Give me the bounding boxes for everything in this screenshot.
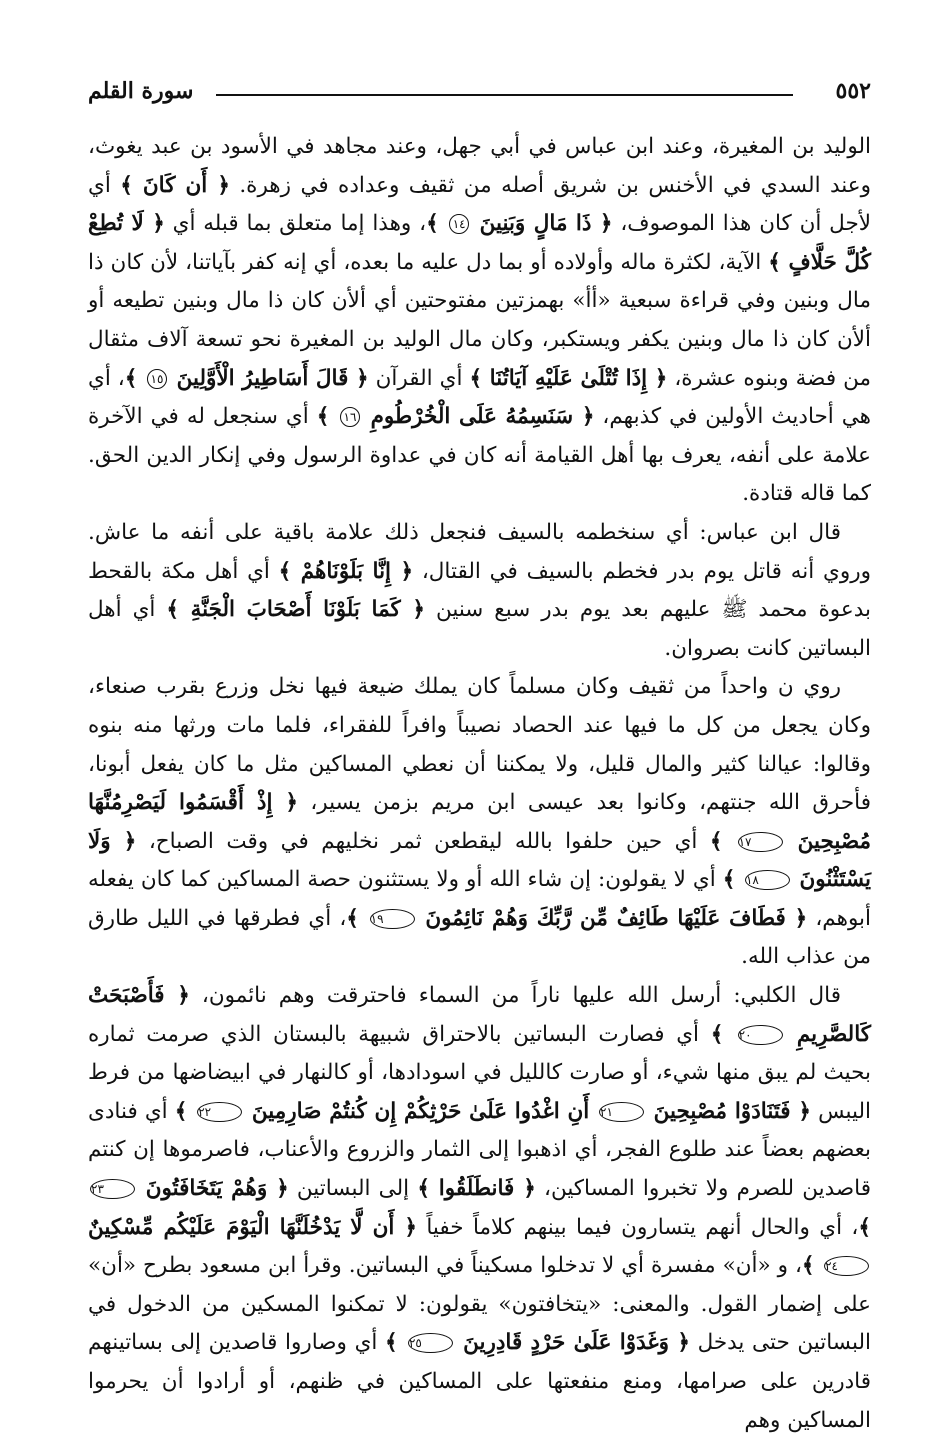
text-segment: أي فنادى بعضهم بعضاً عند طلوع الفجر، أي اذهبوا إلى الثمار والزروع والأعناب، فاصرموها إن كنتم قاصدين للصرم ولا تخبروا المساكين، bbox=[88, 1098, 871, 1202]
text-segment: أي لأجل أن كان هذا الموصوف، bbox=[88, 172, 871, 237]
paragraph-2 bbox=[88, 514, 871, 668]
page-body bbox=[88, 128, 871, 1440]
quran-quote: ﴾ bbox=[858, 1214, 871, 1240]
ayah-number-marker: ١٦ bbox=[340, 407, 360, 427]
text-segment: ، أي فطرقها في الليل طارق من عذاب الله. bbox=[88, 905, 871, 970]
text-segment: أي أهل مكة بالقحط بدعوة محمد ﷺ عليهم بعد يوم بدر سبع سنين bbox=[88, 558, 871, 623]
quran-quote: ﴿ أَن لَّا يَدْخُلَنَّهَا الْيَوْمَ عَلَيْكُم مِّسْكِينٌ bbox=[88, 1214, 417, 1240]
quran-quote: ﴿ سَنَسِمُهُ عَلَى الْخُرْطُومِ bbox=[361, 404, 595, 430]
ayah-number-marker: ١٤ bbox=[449, 214, 469, 234]
text-segment: الوليد بن المغيرة، وعند ابن عباس في أبي جهل، وعند مجاهد في الأسود بن عبد يغوث، وعند السدي في الأخنس بن شريق أصله من ثقيف وعداده في زهرة. bbox=[88, 134, 871, 198]
quran-quote: ﴾ bbox=[385, 1330, 406, 1356]
quran-quote: ﴿ فَتَنَادَوْا مُصْبِحِينَ bbox=[645, 1098, 811, 1124]
quran-quote: ﴾ bbox=[346, 905, 368, 931]
quran-quote: ﴿ إِذْ أَقْسَمُوا لَيَصْرِمُنَّهَا مُصْبِحِينَ bbox=[88, 790, 872, 854]
quran-quote: ﴿ قَالَ أَسَاطِيرُ الْأَوَّلِينَ bbox=[168, 365, 369, 391]
ayah-number-marker: ٢٢ bbox=[197, 1102, 242, 1122]
text-segment: أي فصارت البساتين بالاحتراق شبيهة بالبستان الذي صرمت ثماره بحيث لم يبق منها شيء، أو صارت كالليل في اسودادها، أو كالنهار في ابيضاضها من فرط اليبس bbox=[88, 1021, 871, 1124]
quran-quote: ﴿ فَطَافَ عَلَيْهَا طَائِفٌ مِّن رَّبِّكَ وَهُمْ نَائِمُونَ bbox=[416, 905, 808, 931]
ayah-number-marker: ٢٥ bbox=[408, 1333, 453, 1353]
text-segment: أي وصاروا قاصدين إلى بساتينهم قادرين على صرامها، ومنع منفعتها على المساكين في ظنهم، أو أرادوا أن يحرموا المساكين وهم bbox=[88, 1330, 871, 1433]
quran-quote: أَنِ اغْدُوا عَلَىٰ حَرْثِكُمْ إِن كُنتُمْ صَارِمِينَ bbox=[244, 1098, 597, 1124]
quran-quote: ﴿ وَهُمْ يَتَخَافَتُونَ bbox=[136, 1176, 289, 1202]
quran-quote: ﴾ bbox=[174, 1098, 196, 1124]
text-segment: أي لا يقولون: إن شاء الله أو ولا يستثنون حصة المساكين كما كان يفعله أبوهم، bbox=[88, 867, 872, 931]
text-segment: أي القرآن bbox=[368, 365, 470, 391]
ayah-number-marker: ١٧ bbox=[738, 832, 783, 852]
ayah-number-marker: ٢٣ bbox=[90, 1179, 135, 1199]
quran-quote: ﴿ وَغَدَوْا عَلَىٰ حَرْدٍ قَادِرِينَ bbox=[454, 1330, 690, 1356]
quran-quote: ﴾ bbox=[316, 404, 338, 430]
ayah-number-marker: ١٩ bbox=[370, 909, 415, 929]
quran-quote: ﴾ bbox=[426, 211, 448, 237]
text-segment: الآية، لكثرة ماله وأولاده أو بما دل عليه ما بعده، أي إنه كفر بآياتنا، لأن كان ذا مال وبنين وفي قراءة سبعية «أأ» بهمزتين مفتوحتين أي ألأن كان ذا مال وبنين تطيعه أو ألأن كان ذا مال وبنين يكفر ويستكبر، وكان مال الوليد بن المغيرة نحو تسعة آلاف مثقال من فضة وبنوه عشرة، bbox=[88, 249, 871, 391]
ayah-number-marker: ١٥ bbox=[147, 369, 167, 389]
paragraph-4 bbox=[88, 977, 871, 1440]
quran-quote: ﴿ إِذَا تُتْلَىٰ عَلَيْهِ آيَاتُنَا ﴾ bbox=[469, 365, 668, 391]
quran-quote: ﴾ bbox=[709, 828, 736, 854]
text-segment: أي سنجعل له في الآخرة علامة على أنفه، يعرف بها أهل القيامة أنه كان في عداوة الرسول وفي إنكار الدين الحق. كما قاله قتادة. bbox=[88, 404, 871, 507]
text-segment: إلى البساتين bbox=[288, 1176, 418, 1202]
text-segment: قال الكلبي: أرسل الله عليها ناراً من السماء فاحترقت وهم نائمون، bbox=[189, 983, 842, 1009]
text-segment: ، وهذا إما متعلق بما قبله أي bbox=[164, 211, 427, 237]
quran-quote: ﴾ bbox=[801, 1253, 823, 1279]
ayah-number-marker: ٢١ bbox=[599, 1102, 644, 1122]
text-segment: أي حين حلفوا بالله ليقطعن ثمر نخليهم في وقت الصباح، bbox=[136, 828, 710, 854]
running-header bbox=[88, 78, 871, 108]
quran-quote: ﴿ كَمَا بَلَوْنَا أَصْحَابَ الْجَنَّةِ ﴾ bbox=[166, 597, 425, 623]
quran-quote: ﴾ bbox=[124, 365, 145, 391]
quran-quote: ﴿ ذَا مَالٍ وَبَنِينَ bbox=[471, 211, 613, 237]
ayah-number-marker: ٢٠ bbox=[738, 1025, 783, 1045]
text-segment: ، و «أن» مفسرة أي لا تدخلوا مسكيناً في البساتين. وقرأ ابن مسعود بطرح «أن» على إضمار القول. والمعنى: «يتخافتون» يقولون: لا تمكنوا المسكين من الدخول في البساتين حتى يدخل bbox=[88, 1253, 871, 1356]
text-segment: قال ابن عباس: أي سنخطمه بالسيف فنجعل ذلك علامة باقية على أنفه ما عاش. وروي أنه قاتل يوم بدر فخطم بالسيف في القتال، bbox=[88, 519, 871, 584]
paragraph-1 bbox=[88, 128, 871, 514]
paragraph-3 bbox=[88, 668, 871, 977]
quran-quote: ﴾ bbox=[722, 867, 743, 893]
ayah-number-marker: ١٨ bbox=[745, 870, 790, 890]
text-segment: ، أي هي أحاديث الأولين في كذبهم، bbox=[88, 365, 872, 430]
quran-quote: ﴿ أَن كَانَ ﴾ bbox=[120, 172, 230, 198]
quran-quote: ﴿ وَلَا يَسْتَثْنُونَ bbox=[88, 828, 871, 893]
quran-quote: ﴿ فَأَصْبَحَتْ كَالصَّرِيمِ bbox=[88, 983, 871, 1047]
surah-title: سورة القلم bbox=[88, 78, 194, 104]
quran-quote: ﴿ لَا تُطِعْ كُلَّ حَلَّافٍ ﴾ bbox=[88, 211, 872, 275]
quran-quote: ﴿ إِنَّا بَلَوْنَاهُمْ ﴾ bbox=[278, 558, 414, 584]
header-rule bbox=[216, 94, 793, 96]
text-segment: ، أي والحال أنهم يتسارون فيما بينهم كلاماً خفياً bbox=[416, 1214, 859, 1240]
text-segment: أي أهل البساتين كانت بصروان. bbox=[88, 597, 871, 661]
ayah-number-marker: ٢٤ bbox=[824, 1256, 869, 1276]
quran-quote: ﴾ bbox=[710, 1021, 736, 1047]
text-segment: روي ن واحداً من ثقيف وكان مسلماً كان يملك ضيعة فيها نخل وزرع بقرب صنعاء، وكان يجعل من كل ما فيها عند الحصاد نصيباً وافراً للفقراء، فلما مات ورثها منه بنوه وقالوا: عيالنا كثير والمال قليل، ولا يمكننا أن نعطي المساكين مثل ما كان يفعل أبونا، فأحرق الله جنتهم، وكانوا بعد عيسى ابن مريم بزمن يسير، bbox=[88, 674, 871, 816]
page-number: ٥٥٢ bbox=[835, 78, 871, 104]
quran-quote: ﴿ فَانطَلَقُوا ﴾ bbox=[417, 1176, 536, 1202]
